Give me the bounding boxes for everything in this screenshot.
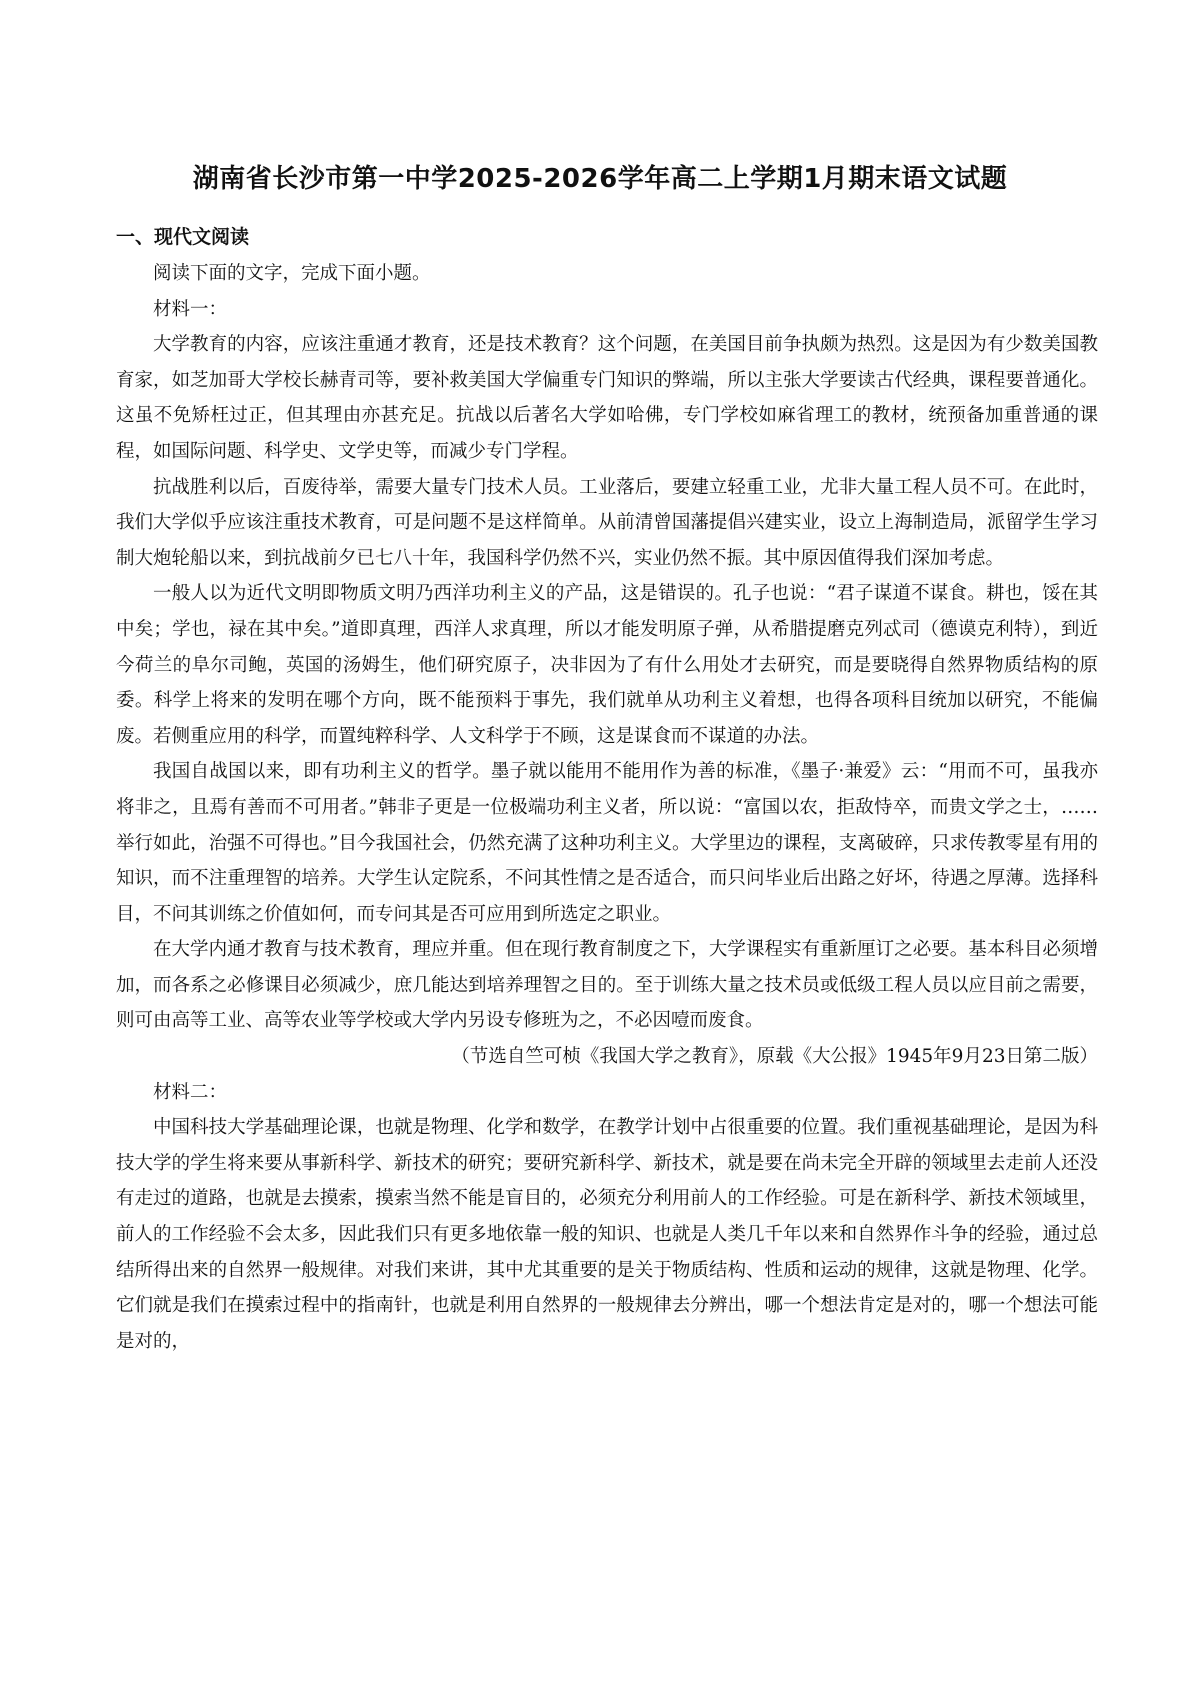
material1-label: 材料一： — [153, 298, 228, 320]
paragraph: 我国自战国以来，即有功利主义的哲学。墨子就以能用不能用作为善的标准，《墨子·兼爱》云：“用而不可，虽我亦将非之，且焉有善而不可用者。”韩非子更是一位极端功利主义者，所以说：“富国以农，拒敌恃卒，而贵文学之士，……举行如此，治强不可得也。”目今我国社会，仍然充满了这种功利主义。大学里边的课程，支离破碎，只求传教零星有用的知识，而不注重理智的培养。大学生认定院系，不问其性情之是否适合，而只问毕业后出路之好坏，待遇之厚薄。选择科目，不问其训练之价值如何，而专问其是否可应用到所选定之职业。 — [116, 761, 1098, 925]
reading-body — [116, 256, 1098, 1359]
material2-label: 材料二： — [153, 1081, 228, 1103]
paragraph: 中国科技大学基础理论课，也就是物理、化学和数学，在教学计划中占很重要的位置。我们重视基础理论，是因为科技大学的学生将来要从事新科学、新技术的研究；要研究新科学、新技术，就是要在尚未完全开辟的领域里去走前人还没有走过的道路，也就是去摸索，摸索当然不能是盲目的，必须充分利用前人的工作经验。可是在新科学、新技术领域里，前人的工作经验不会太多，因此我们只有更多地依靠一般的知识、也就是人类几千年以来和自然界作斗争的经验，通过总结所得出来的自然界一般规律。对我们来讲，其中尤其重要的是关于物质结构、性质和运动的规律，这就是物理、化学。它们就是我们在摸索过程中的指南针，也就是利用自然界的一般规律去分辨出，哪一个想法肯定是对的，哪一个想法可能是对的， — [116, 1117, 1098, 1352]
exam-title: 湖南省长沙市第一中学2025-2026学年高二上学期1月期末语文试题 — [192, 164, 1008, 194]
paragraph: 抗战胜利以后，百废待举，需要大量专门技术人员。工业落后，要建立轻重工业，尤非大量工程人员不可。在此时，我们大学似乎应该注重技术教育，可是问题不是这样简单。从前清曾国藩提倡兴建实业，设立上海制造局，派留学生学习制大炮轮船以来，到抗战前夕已七八十年，我国科学仍然不兴，实业仍然不振。其中原因值得我们深加考虑。 — [116, 476, 1098, 569]
section-heading: 一、现代文阅读 — [116, 226, 250, 248]
paragraph: 大学教育的内容，应该注重通才教育，还是技术教育？这个问题，在美国目前争执颇为热烈。这是因为有少数美国教育家，如芝加哥大学校长赫青司等，要补救美国大学偏重专门知识的弊端，所以主张大学要读古代经典，课程要普通化。这虽不免矫枉过正，但其理由亦甚充足。抗战以后著名大学如哈佛，专门学校如麻省理工的教材，统预备加重普通的课程，如国际问题、科学史、文学史等，而减少专门学程。 — [116, 334, 1098, 462]
source-citation: （节选自竺可桢《我国大学之教育》，原载《大公报》1945年9月23日第二版） — [451, 1046, 1098, 1068]
paragraph: 一般人以为近代文明即物质文明乃西洋功利主义的产品，这是错误的。孔子也说：“君子谋道不谋食。耕也，馁在其中矣；学也，禄在其中矣。”道即真理，西洋人求真理，所以才能发明原子弹，从希腊提磨克列忒司（德谟克利特），到近今荷兰的阜尔司鲍，英国的汤姆生，他们研究原子，决非因为了有什么用处才去研究，而是要晓得自然界物质结构的原委。科学上将来的发明在哪个方向，既不能预料于事先，我们就单从功利主义着想，也得各项科目统加以研究，不能偏废。若侧重应用的科学，而置纯粹科学、人文科学于不顾，这是谋食而不谋道的办法。 — [116, 583, 1098, 747]
instruction-text: 阅读下面的文字，完成下面小题。 — [153, 263, 431, 284]
paragraph: 在大学内通才教育与技术教育，理应并重。但在现行教育制度之下，大学课程实有重新厘订之必要。基本科目必须增加，而各系之必修课目必须减少，庶几能达到培养理智之目的。至于训练大量之技术员或低级工程人员以应目前之需要，则可由高等工业、高等农业等学校或大学内另设专修班为之，不必因噎而废食。 — [116, 939, 1098, 1032]
